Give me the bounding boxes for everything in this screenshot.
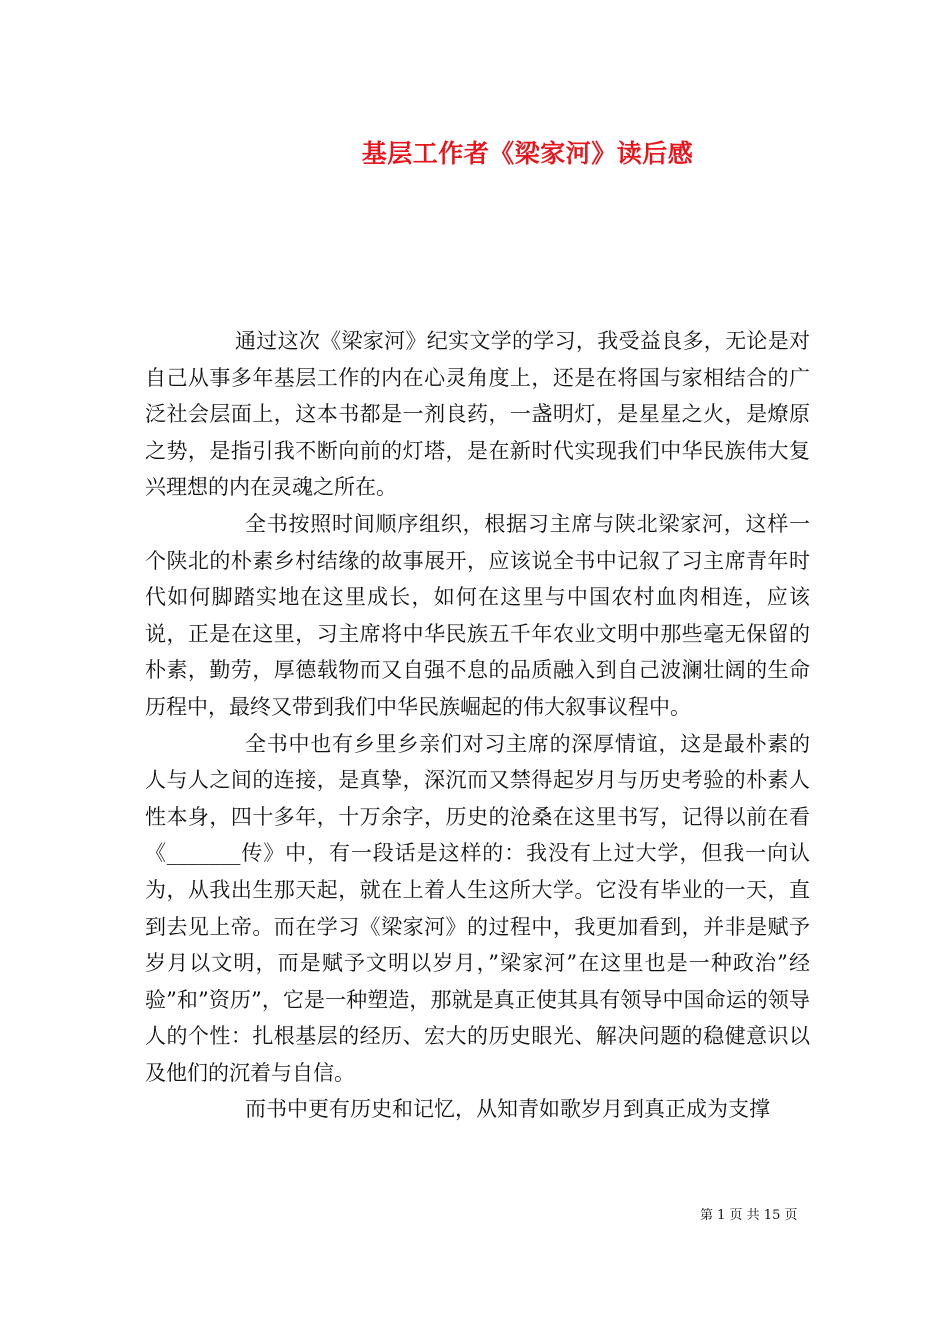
paragraph-2: 全书按照时间顺序组织，根据习主席与陕北梁家河，这样一个陕北的朴素乡村结缘的故事展开，应该说全书中记叙了习主席青年时代如何脚踏实地在这里成长，如何在这里与中国农村血肉相连，应该说，正是在这里，习主席将中华民族五千年农业文明中那些毫无保留的朴素，勤劳，厚德载物而又自强不息的品质融入到自己波澜壮阔的生命历程中，最终又带到我们中华民族崛起的伟大叙事议程中。: [145, 511, 810, 719]
document-body: [145, 323, 810, 1128]
page-number-footer: 第 1 页 共 15 页: [700, 1208, 798, 1223]
document-title: 基层工作者《梁家河》读后感: [361, 139, 694, 168]
paragraph-4: 而书中更有历史和记忆，从知青如歌岁月到真正成为支撑: [245, 1097, 770, 1122]
paragraph-3: 全书中也有乡里乡亲们对习主席的深厚情谊，这是最朴素的人与人之间的连接，是真挚，深沉而又禁得起岁月与历史考验的朴素人性本身，四十多年，十万余字，历史的沧桑在这里书写，记得以前在看《_______传》中，有一段话是这样的：我没有上过大学，但我一向认为，从我出生那天起，就在上着人生这所大学。它没有毕业的一天，直到去见上帝。而在学习《梁家河》的过程中，我更加看到，并非是赋予岁月以文明，而是赋予文明以岁月，”梁家河”在这里也是一种政治”经验”和”资历”，它是一种塑造，那就是真正使其具有领导中国命运的领导人的个性：扎根基层的经历、宏大的历史眼光、解决问题的稳健意识以及他们的沉着与自信。: [145, 731, 810, 1085]
paragraph-1: 通过这次《梁家河》纪实文学的学习，我受益良多，无论是对自己从事多年基层工作的内在心灵角度上，还是在将国与家相结合的广泛社会层面上，这本书都是一剂良药，一盏明灯，是星星之火，是燎原之势，是指引我不断向前的灯塔，是在新时代实现我们中华民族伟大复兴理想的内在灵魂之所在。: [145, 329, 810, 500]
